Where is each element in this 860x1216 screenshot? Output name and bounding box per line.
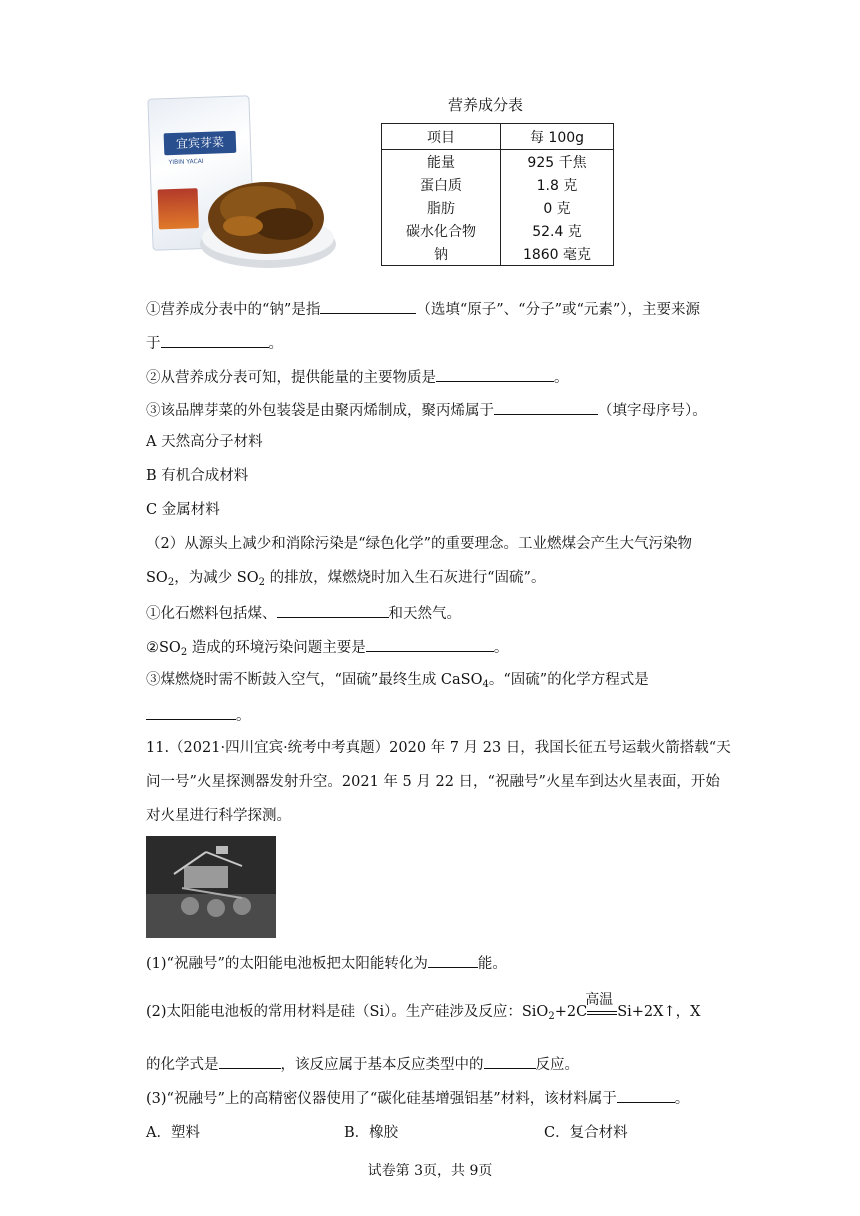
q10-section2-line1: （2）从源头上减少和消除污染是“绿色化学”的重要理念。工业燃煤会产生大气污染物 <box>146 536 693 552</box>
yacai-bowl-image <box>188 166 338 272</box>
table-row <box>382 219 614 242</box>
q10-section2-part1: ①化石燃料包括煤、 和天然气。 <box>146 602 461 624</box>
zhurong-rover-image <box>146 836 276 938</box>
table-row <box>382 242 614 266</box>
row-value: 1860 毫克 <box>501 242 614 266</box>
row-value: 52.4 克 <box>501 219 614 242</box>
q10-section2-line2: $SO_2$，为减少 $SO_2$ 的排放，煤燃烧时加入生石灰进行“固硫”。 <box>146 570 546 588</box>
answer-blank[interactable] <box>161 332 269 348</box>
answer-blank[interactable] <box>320 298 416 314</box>
q11-sub3: (3)“祝融号”上的高精密仪器使用了“碳化硅基增强铝基”材料，该材料属于 。 <box>146 1087 689 1109</box>
answer-blank[interactable] <box>219 1053 281 1069</box>
q11-option-c[interactable]: C．复合材料 <box>544 1125 628 1141</box>
q11-option-b[interactable]: B．橡胶 <box>344 1125 399 1141</box>
nutrition-title: 营养成分表 <box>448 96 524 114</box>
product-brand-sub: YIBIN YACAI <box>168 157 204 167</box>
q10-section2-part2: $②SO_2$ 造成的环境污染问题主要是 。 <box>146 636 508 658</box>
table-row <box>382 150 614 174</box>
answer-blank[interactable] <box>617 1087 675 1103</box>
q11-intro-line3: 对火星进行科学探测。 <box>146 808 291 824</box>
q10-option-b: B 有机合成材料 <box>146 468 249 484</box>
answer-blank[interactable] <box>484 1053 536 1069</box>
q11-sub2-line2: 的化学式是 ，该反应属于基本反应类型中的 反应。 <box>146 1053 579 1075</box>
answer-blank[interactable] <box>428 952 478 968</box>
row-value: 925 千焦 <box>501 150 614 174</box>
q11-option-a[interactable]: A．塑料 <box>146 1125 200 1141</box>
q10-section2-part3-answer: 。 <box>146 704 251 726</box>
q11-intro-line1: 11.（2021·四川宜宾·统考中考真题）2020 年 7 月 23 日，我国长征五号运载火箭搭载“天 <box>146 740 731 756</box>
eq-sio: SiO <box>521 1004 549 1020</box>
table-row <box>382 196 614 219</box>
nutrition-table <box>381 123 614 266</box>
row-value: 0 克 <box>501 196 614 219</box>
q11-sub2-line1: (2)太阳能电池板的常用材料是硅（Si）。生产硅涉及反应：SiO$_2$+2C 高温 Si+2X↑，X <box>146 992 701 1022</box>
row-label: 钠 <box>382 242 501 266</box>
row-value: 1.8 克 <box>501 173 614 196</box>
table-row <box>382 173 614 196</box>
row-label: 脂肪 <box>382 196 501 219</box>
q10-option-c: C 金属材料 <box>146 502 220 518</box>
q10-part2: ②从营养成分表可知，提供能量的主要物质是 。 <box>146 366 569 388</box>
q10-part1-line2: 于 。 <box>146 332 283 354</box>
header-per100g: 每 100g <box>501 124 614 150</box>
q10-option-a: A 天然高分子材料 <box>146 434 263 450</box>
q11-intro-line2: 问一号”火星探测器发射升空。2021 年 5 月 22 日，“祝融号”火星车到达火星表面，开始 <box>146 774 720 790</box>
q10-part3: ③该品牌芽菜的外包装袋是由聚丙烯制成，聚丙烯属于 （填字母序号）。 <box>146 399 707 421</box>
page-footer: 试卷第 3页，共 9页 <box>367 1163 493 1179</box>
answer-blank[interactable] <box>366 636 494 652</box>
reaction-equals-sign: 高温 <box>587 1005 617 1019</box>
table-header-row <box>382 124 614 150</box>
q10-part1-line1: ①营养成分表中的“钠”是指 （选填“原子”、“分子”或“元素”），主要来源 <box>146 298 700 320</box>
answer-blank[interactable] <box>494 399 598 415</box>
product-brand-label: 宜宾芽菜 <box>164 131 237 155</box>
answer-blank[interactable] <box>146 704 236 720</box>
q11-sub1: (1)“祝融号”的太阳能电池板把太阳能转化为 能。 <box>146 952 507 974</box>
row-label: 碳水化合物 <box>382 219 501 242</box>
row-label: 能量 <box>382 150 501 174</box>
answer-blank[interactable] <box>436 366 554 382</box>
header-item: 项目 <box>382 124 501 150</box>
answer-blank[interactable] <box>277 602 389 618</box>
row-label: 蛋白质 <box>382 173 501 196</box>
q10-section2-part3: ③煤燃烧时需不断鼓入空气，“固硫”最终生成 CaSO$_4$。“固硫”的化学方程式是 <box>146 672 649 690</box>
